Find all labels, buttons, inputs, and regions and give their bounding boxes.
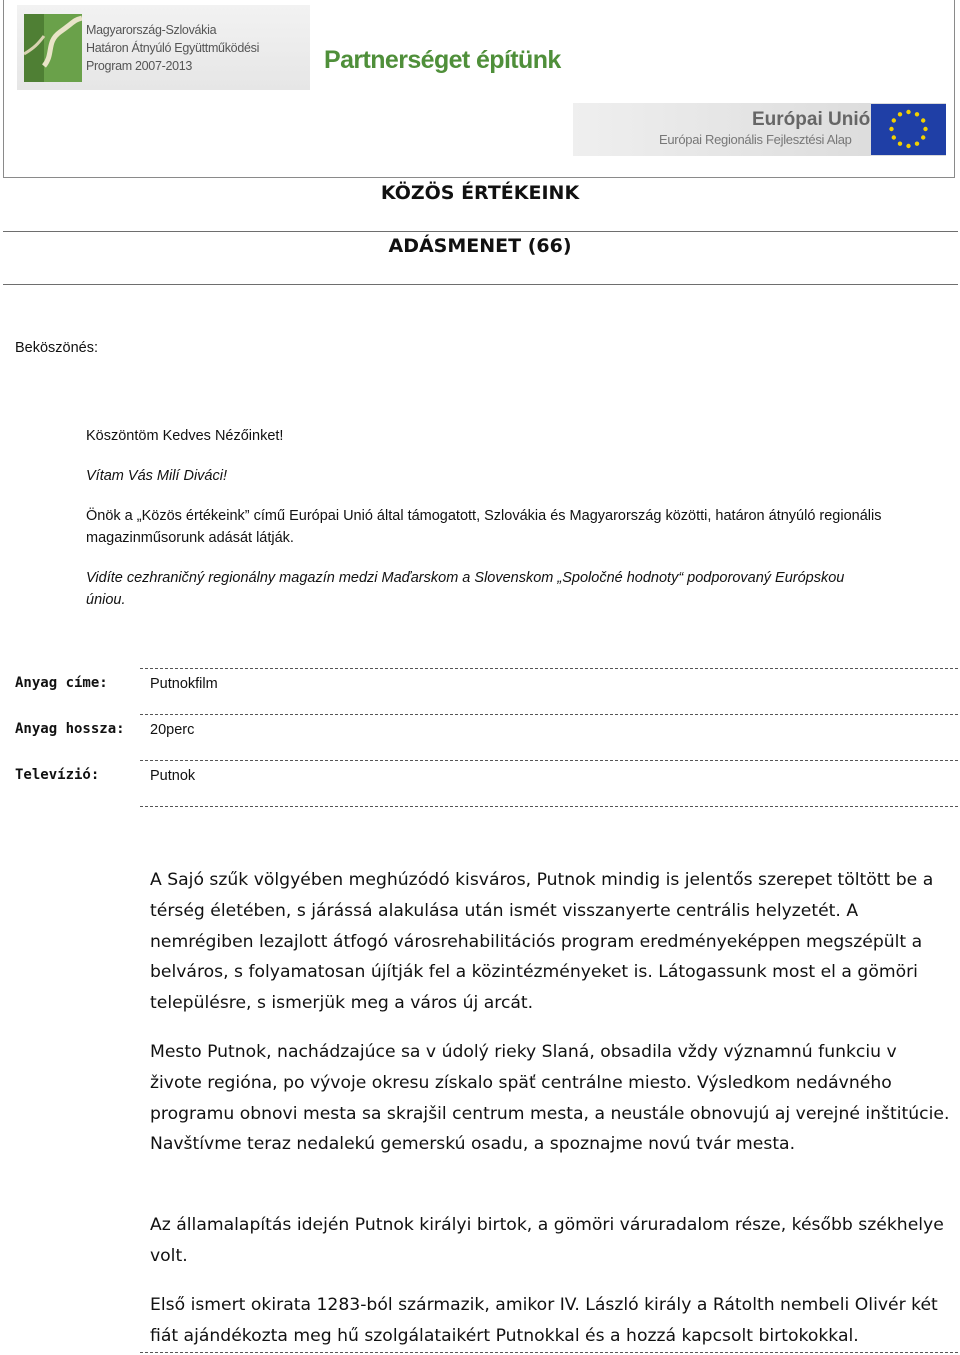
dashed-rule: [140, 668, 958, 669]
meta-label: Anyag címe:: [15, 675, 108, 691]
slogan: Partnerséget építünk: [324, 46, 561, 74]
dashed-rule: [140, 806, 958, 807]
programme-logo-text: [86, 21, 306, 75]
greeting-line: Vítam Vás Milí Diváci!: [86, 468, 227, 484]
programme-logo-line: Határon Átnyúló Együttműködési: [86, 41, 260, 55]
meta-value: Putnokfilm: [150, 676, 218, 692]
meta-label: Televízió:: [15, 767, 100, 783]
programme-logo-line: Program 2007-2013: [86, 59, 193, 73]
eu-title: Európai Unió: [752, 109, 871, 130]
programme-logo-line: Magyarország-Szlovákia: [86, 23, 217, 37]
divider: [3, 284, 958, 285]
dashed-rule: [140, 760, 958, 761]
meta-label: Anyag hossza:: [15, 721, 125, 737]
greeting-label: Beköszönés:: [15, 340, 99, 356]
eu-subtitle: Európai Regionális Fejlesztési Alap: [659, 132, 852, 147]
greeting-line: Vidíte cezhraničný regionálny magazín medzi Maďarskom a Slovenskom „Spoločné hodnoty“ podporovaný Európskou úniou.: [86, 570, 845, 608]
divider: [3, 231, 958, 232]
body-paragraph: A Sajó szűk völgyében meghúzódó kisváros, Putnok mindig is jelentős szerepet töltött be a térség életében, s járássá alakulása után ismét visszanyerte centrális helyzetét. A nemrégiben lezajlott átfogó városrehabilitációs program eredményeképpen megszépült a belváros, s folyamatosan újítják fel a közintézményeket is. Látogassunk most el a gömöri településre, s ismerjük meg a város új arcát.: [150, 870, 934, 1014]
meta-value: 20perc: [150, 722, 195, 738]
meta-value: Putnok: [150, 768, 196, 784]
dashed-rule: [140, 1352, 958, 1353]
eu-flag-icon: [871, 104, 946, 155]
programme-logo-mark-icon: [24, 14, 82, 82]
greeting-line: Önök a „Közös értékeink” című Európai Unió által támogatott, Szlovákia és Magyarország közötti, határon átnyúló regionális magazinműsorunk adását látják.: [86, 508, 882, 546]
document-subtitle: ADÁSMENET (66): [388, 235, 572, 257]
body-paragraph: Mesto Putnok, nachádzajúce sa v údolý rieky Slaná, obsadila vždy významnú funkciu v živote regióna, po vývoje okresu získalo späť centrálne miesto. Výsledkom nedávného programu obnovi mesta sa skrajšil centrum mesta, a neustále obnovujú aj verejné inštitúcie. Navštívme teraz nedalekú gemerskú osadu, a spoznajme novú tvár mesta.: [150, 1042, 950, 1155]
body-paragraph: Első ismert okirata 1283-ból származik, amikor IV. László király a Rátolth nembeli Olivér két fiát ajándékozta meg hű szolgálataikért Putnokkal és a hozzá kapcsolt birtokokkal.: [150, 1295, 938, 1346]
document-title: KÖZÖS ÉRTÉKEINK: [380, 182, 580, 204]
greeting-line: Köszöntöm Kedves Nézőinket!: [86, 428, 284, 444]
dashed-rule: [140, 714, 958, 715]
body-paragraph: Az államalapítás idején Putnok királyi birtok, a gömöri váruradalom része, később székhelye volt.: [150, 1215, 944, 1266]
